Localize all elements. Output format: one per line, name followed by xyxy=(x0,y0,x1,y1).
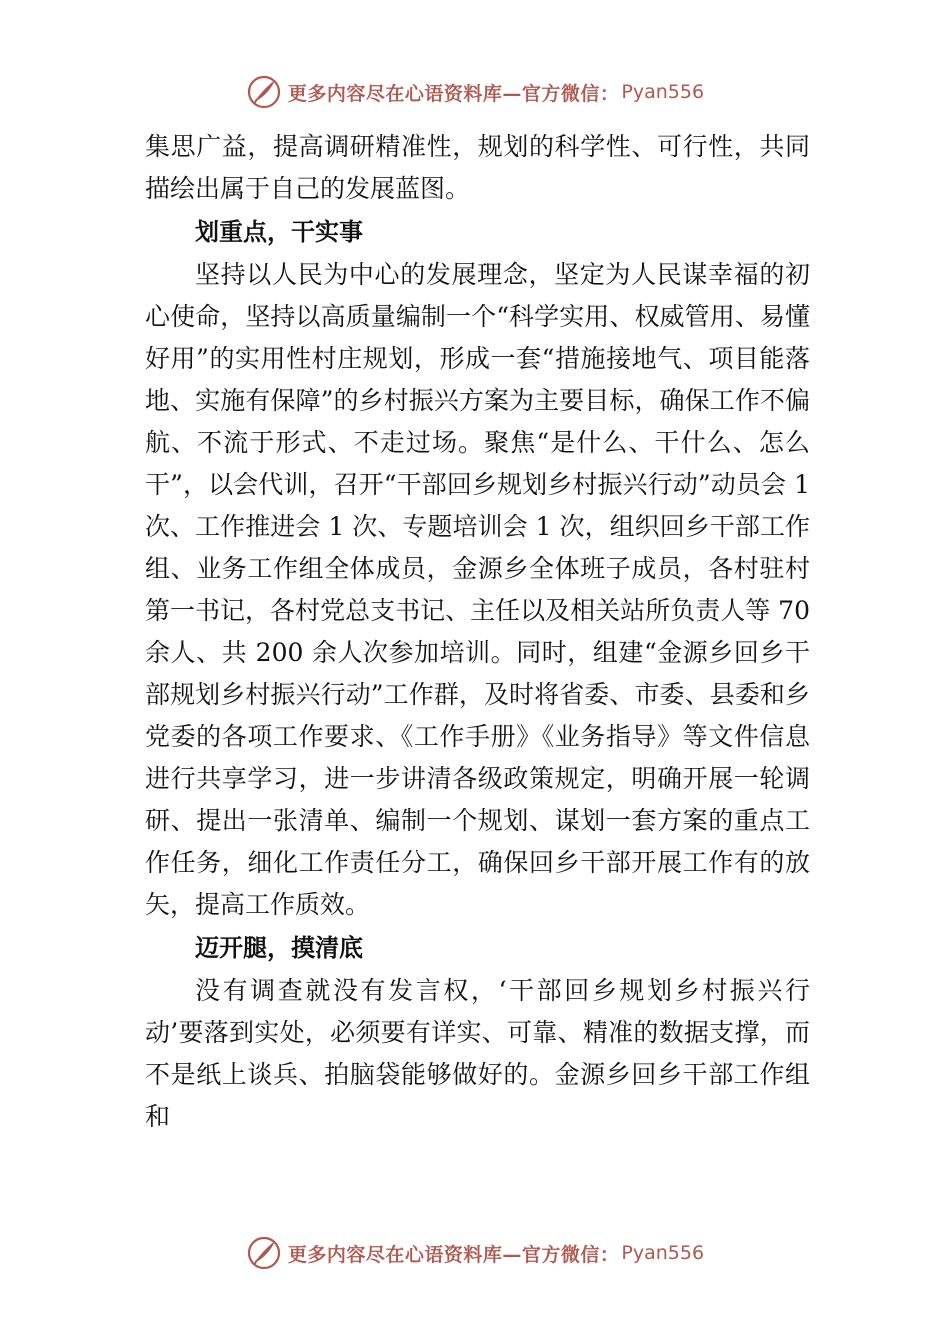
header-banner xyxy=(0,72,950,112)
footer-banner xyxy=(0,1233,950,1273)
footer-banner-text: 更多内容尽在心语资料库—官方微信： xyxy=(287,1243,620,1266)
footer-wechat-id: Pyan556 xyxy=(621,1242,705,1264)
header-wechat-id: Pyan556 xyxy=(621,81,705,103)
section-heading-focus: 划重点，干实事 xyxy=(195,218,363,246)
document-body xyxy=(145,126,810,1138)
quill-pen-logo-icon xyxy=(246,74,282,110)
section-heading-survey: 迈开腿，摸清底 xyxy=(195,934,363,962)
paragraph-focus: 坚持以人民为中心的发展理念，坚定为人民谋幸福的初心使命，坚持以高质量编制一个“科学实用、权威管用、易懂好用”的实用性村庄规划，形成一套“措施接地气、项目能落地、实施有保障”的乡村振兴方案为主要目标，确保工作不偏航、不流于形式、不走过场。聚焦“是什么、干什么、怎么干”，以会代训，召开“干部回乡规划乡村振兴行动”动员会 1 次、工作推进会 1 次、专题培训会 1 次，组织回乡干部工作组、业务工作组全体成员，金源乡全体班子成员，各村驻村第一书记，各村党总支书记、主任以及相关站所负责人等 70 余人、共 200 余人次参加培训。同时，组建“金源乡回乡干部规划乡村振兴行动”工作群，及时将省委、市委、县委和乡党委的各项工作要求、《工作手册》《业务指导》等文件信息进行共享学习，进一步讲清各级政策规定，明确开展一轮调研、提出一张清单、编制一个规划、谋划一套方案的重点工作任务，细化工作责任分工，确保回乡干部开展工作有的放矢，提高工作质效。 xyxy=(145,260,810,919)
quill-pen-logo-icon xyxy=(246,1235,282,1271)
header-banner-text: 更多内容尽在心语资料库—官方微信： xyxy=(287,82,620,105)
paragraph-intro: 集思广益，提高调研精准性，规划的科学性、可行性，共同描绘出属于自己的发展蓝图。 xyxy=(145,132,810,203)
paragraph-survey: 没有调查就没有发言权，‘干部回乡规划乡村振兴行动’要落到实处，必须要有详实、可靠、精准的数据支撑，而不是纸上谈兵、拍脑袋能够做好的。金源乡回乡干部工作组和 xyxy=(145,976,810,1131)
